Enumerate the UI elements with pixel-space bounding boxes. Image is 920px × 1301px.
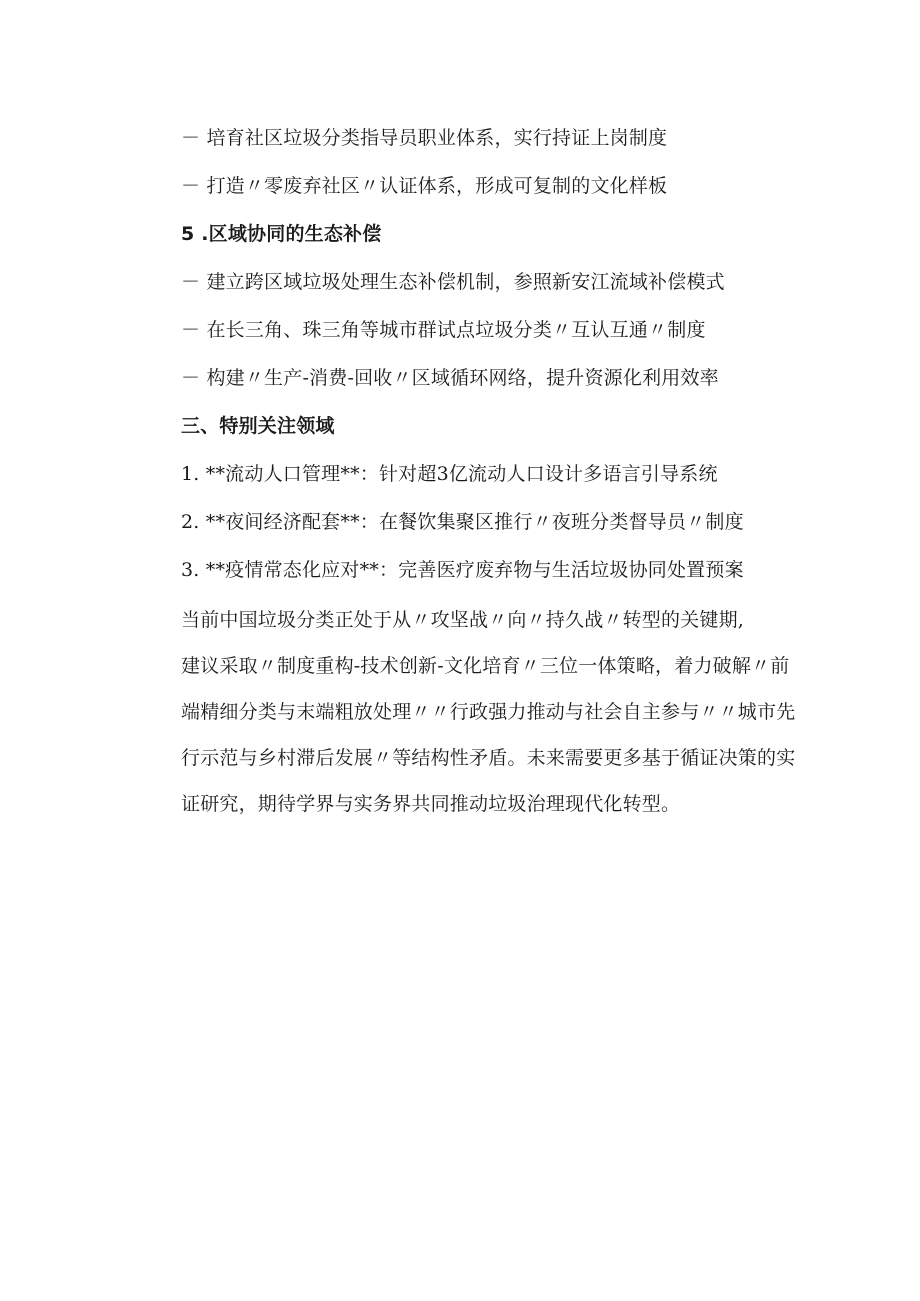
list-item: － 在长三角、珠三角等城市群试点垃圾分类〃互认互通〃制度 — [181, 319, 706, 341]
list-item: － 构建〃生产-消费-回收〃区域循环网络，提升资源化利用效率 — [181, 367, 719, 389]
numbered-item: 3. **疫情常态化应对**：完善医疗废弃物与生活垃圾协同处置预案 — [181, 559, 744, 581]
section-heading: 5 .区域协同的生态补偿 — [181, 223, 382, 245]
numbered-item: 1. **流动人口管理**：针对超3亿流动人口设计多语言引导系统 — [181, 463, 718, 485]
list-item: － 建立跨区域垃圾处理生态补偿机制，参照新安江流域补偿模式 — [181, 271, 725, 293]
paragraph-line: 证研究，期待学界与实务界共同推动垃圾治理现代化转型。 — [181, 793, 681, 815]
paragraph-line: 建议采取〃制度重构-技术创新-文化培育〃三位一体策略，着力破解〃前 — [181, 655, 790, 677]
paragraph-line: 当前中国垃圾分类正处于从〃攻坚战〃向〃持久战〃转型的关键期, — [181, 609, 745, 631]
paragraph-line: 行示范与乡村滞后发展〃等结构性矛盾。未来需要更多基于循证决策的实 — [181, 747, 796, 769]
part-heading: 三、特别关注领域 — [181, 415, 335, 437]
numbered-item: 2. **夜间经济配套**：在餐饮集聚区推行〃夜班分类督导员〃制度 — [181, 511, 744, 533]
conclusion-paragraph — [181, 597, 796, 827]
list-item: － 打造〃零废弃社区〃认证体系，形成可复制的文化样板 — [181, 175, 668, 197]
list-item: － 培育社区垃圾分类指导员职业体系，实行持证上岗制度 — [181, 127, 668, 149]
paragraph-line: 端精细分类与末端粗放处理〃〃行政强力推动与社会自主参与〃〃城市先 — [181, 701, 796, 723]
